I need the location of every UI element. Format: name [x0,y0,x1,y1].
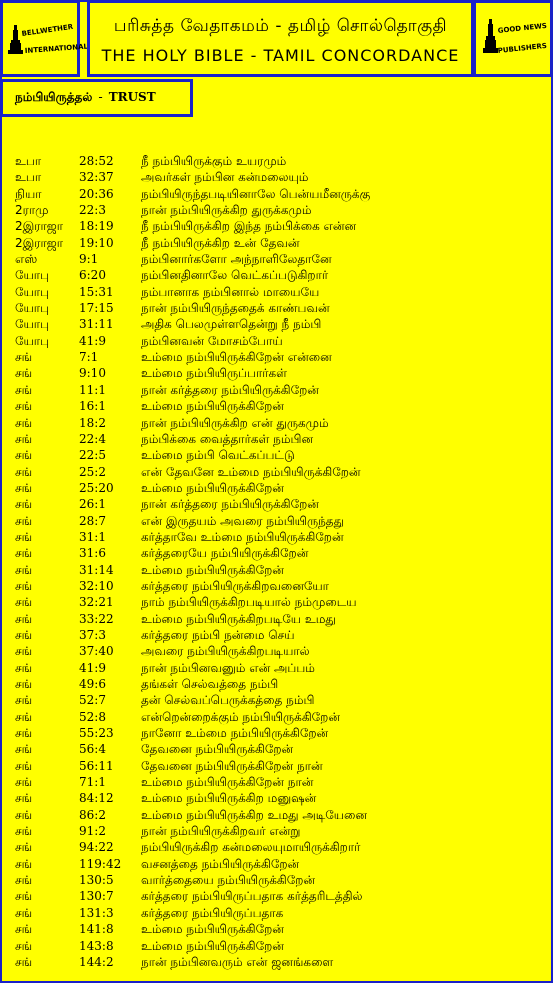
verse-reference: 55:23 [79,726,114,741]
book-abbrev: சங் [15,644,33,659]
topic-tamil: நம்பியிருத்தல் [15,90,93,104]
verse-excerpt: தேவனை நம்பியிருக்கிறேன் நான் [141,758,323,773]
book-abbrev: சங் [15,922,33,937]
verse-reference: 41:9 [79,660,106,675]
verse-excerpt: என்றென்றைக்கும் நம்பியிருக்கிறேன் [141,709,340,724]
verse-reference: 31:6 [79,546,106,561]
book-abbrev: 2ராமு [15,203,49,218]
verse-excerpt: நான் நம்பினவரும் என் ஜனங்களை [141,954,334,969]
verse-excerpt: நீ நம்பியிருக்கிற இந்த நம்பிக்கை என்ன [141,219,357,234]
book-abbrev: சங் [15,954,33,969]
verse-excerpt: நான் கர்த்தரை நம்பியிருக்கிறேன் [141,382,319,397]
verse-excerpt: உம்மை நம்பியிருக்கிறேன் என்னை [141,350,332,365]
verse-reference: 119:42 [79,856,122,871]
book-abbrev: சங் [15,889,33,904]
book-abbrev: சங் [15,677,33,691]
book-abbrev: யோபு [15,317,50,332]
verse-excerpt: உம்மை நம்பியிருக்கிறேன் [141,922,284,937]
verse-reference: 22:5 [79,448,106,463]
verse-reference: 130:5 [79,873,114,888]
book-abbrev: சங் [15,350,33,365]
book-abbrev: சங் [15,480,33,495]
topic-separator: - [98,90,103,104]
verse-reference: 37:3 [79,627,106,642]
verse-excerpt: அவரை நம்பியிருக்கிறபடியால் [141,644,310,659]
verse-excerpt: என் இருதயம் அவரை நம்பியிருந்தது [141,513,345,528]
verse-reference: 130:7 [79,889,114,904]
verse-reference: 11:1 [79,382,106,397]
verse-excerpt: நம்பினவன் மோசம்போய் [141,333,283,348]
book-abbrev: சங் [15,415,33,430]
book-abbrev: சங் [15,873,33,888]
bellwether-logo-line2: INTERNATIONAL [24,42,89,55]
verse-reference: 15:31 [79,284,114,299]
verse-reference: 131:3 [79,905,114,920]
verse-excerpt: உம்மை நம்பியிருக்கிறேன் நான் [141,775,314,790]
verse-excerpt: உம்மை நம்பியிருக்கிறேன் [141,399,284,414]
book-abbrev: யோபு [15,301,50,316]
verse-excerpt: உம்மை நம்பியிருக்கிறேன் [141,562,284,577]
verse-reference: 49:6 [79,677,106,691]
verse-reference: 141:8 [79,922,114,937]
verse-reference: 41:9 [79,333,106,348]
verse-excerpt: வார்த்தையை நம்பியிருக்கிறேன் [141,873,316,888]
verse-excerpt: நான் நம்பியிருக்கிற என் துருகமும் [141,415,329,430]
good-news-logo-line1: GOOD NEWS [497,21,548,35]
verse-excerpt: தேவனை நம்பியிருக்கிறேன் [141,742,294,757]
good-news-logo-box [473,0,553,77]
good-news-logo [476,3,550,74]
verse-excerpt: நம்பிக்கை வைத்தார்கள் நம்பின [141,431,314,446]
book-abbrev: சங் [15,905,33,920]
book-abbrev: சங் [15,448,33,463]
book-abbrev: யோபு [15,284,50,299]
book-abbrev: சங் [15,627,33,642]
verse-reference: 18:2 [79,415,106,430]
verse-excerpt: அவர்கள் நம்பின கன்மலையும் [141,170,309,185]
verse-excerpt: கர்த்தரை நம்பியிருக்கிறவனையோ [141,578,329,593]
verse-reference: 25:2 [79,464,106,479]
verse-reference: 25:20 [79,480,114,495]
verse-reference: 31:11 [79,317,114,332]
verse-excerpt: தங்கள் செல்வத்தை நம்பி [141,677,279,691]
verse-reference: 6:20 [79,268,106,283]
book-abbrev: சங் [15,938,33,953]
verse-reference: 37:40 [79,644,114,659]
book-abbrev: சங் [15,382,33,397]
bellwether-logo [3,3,89,74]
verse-excerpt: உம்மை நம்பியிருக்கிறபடியே உமது [141,611,336,626]
book-abbrev: சங் [15,660,33,675]
verse-reference: 86:2 [79,807,106,822]
book-abbrev: சங் [15,399,33,414]
verse-reference: 26:1 [79,497,106,512]
verse-reference: 56:11 [79,758,114,773]
verse-reference: 52:7 [79,693,106,708]
verse-excerpt: நம்பினதினாலே வெட்கப்படுகிறார் [141,268,329,283]
verse-excerpt: உம்மை நம்பியிருக்கிறேன் [141,480,284,495]
book-abbrev: எஸ் [15,252,38,267]
title-english: THE HOLY BIBLE - TAMIL CONCORDANCE [101,46,460,65]
book-abbrev: சங் [15,546,33,561]
verse-reference: 19:10 [79,235,114,250]
verse-reference: 9:10 [79,366,106,381]
verse-excerpt: தன் செல்வப்பெருக்கத்தை நம்பி [141,693,315,708]
verse-reference: 9:1 [79,252,99,267]
topic-english: TRUST [108,90,156,104]
book-abbrev: நியா [15,186,42,201]
verse-reference: 16:1 [79,399,106,414]
verse-reference: 94:22 [79,840,114,855]
verse-reference: 71:1 [79,775,106,790]
verse-reference: 28:52 [79,154,114,168]
verse-reference: 91:2 [79,824,106,839]
book-abbrev: சங் [15,464,33,479]
verse-excerpt: நானோ உம்மை நம்பியிருக்கிறேன் [141,726,329,741]
verse-reference: 32:10 [79,578,114,593]
topic-heading [0,79,193,117]
book-abbrev: 2இராஜா [15,235,64,250]
book-abbrev: 2இராஜா [15,219,64,234]
verse-reference: 18:19 [79,219,114,234]
title-box [87,0,474,77]
book-abbrev: சங் [15,791,33,806]
verse-reference: 22:4 [79,431,106,446]
book-abbrev: சங் [15,758,33,773]
verse-excerpt: நம்பானாக நம்பினால் மாயையே [141,284,320,299]
book-abbrev: சங் [15,726,33,741]
book-abbrev: சங் [15,709,33,724]
book-abbrev: யோபு [15,268,50,283]
book-abbrev: சங் [15,578,33,593]
verse-excerpt: நான் நம்பியிருக்கிறவர் என்று [141,824,301,839]
verse-excerpt: நான் கர்த்தரை நம்பியிருக்கிறேன் [141,497,319,512]
verse-reference: 84:12 [79,791,114,806]
verse-excerpt: நம்பியிருக்கிற கன்மலையுமாயிருக்கிறார் [141,840,361,855]
verse-excerpt: உம்மை நம்பியிருக்கிற உமது அடியேனை [141,807,368,822]
verse-reference: 20:36 [79,186,114,201]
verse-reference: 143:8 [79,938,114,953]
book-abbrev: சங் [15,366,33,381]
good-news-logo-line2: PUBLISHERS [497,41,548,55]
verse-reference: 22:3 [79,203,106,218]
verse-excerpt: கர்த்தரை நம்பி நன்மை செய் [141,627,295,642]
verse-excerpt: நாம் நம்பியிருக்கிறபடியால் நம்முடைய [141,595,357,610]
verse-excerpt: நான் நம்பினவனும் என் அப்பம் [141,660,315,675]
book-abbrev: சங் [15,742,33,757]
book-abbrev: சங் [15,431,33,446]
verse-excerpt: நீ நம்பியிருக்கிற உன் தேவன் [141,235,300,250]
book-abbrev: சங் [15,497,33,512]
verse-excerpt: உம்மை நம்பி வெட்கப்பட்டு [141,448,295,463]
verse-excerpt: கர்த்தாவே உம்மை நம்பியிருக்கிறேன் [141,529,344,544]
verse-reference: 56:4 [79,742,106,757]
book-abbrev: சங் [15,562,33,577]
book-abbrev: சங் [15,824,33,839]
verse-excerpt: உம்மை நம்பியிருக்கிற மனுஷன் [141,791,317,806]
verse-excerpt: உம்மை நம்பியிருப்பார்கள் [141,366,288,381]
verse-reference: 33:22 [79,611,114,626]
verse-excerpt: கர்த்தரை நம்பியிருப்பதாக [141,905,284,920]
book-abbrev: சங் [15,856,33,871]
verse-excerpt: நீ நம்பியிருக்கும் உயரமும் [141,154,287,168]
verse-excerpt: வசனத்தை நம்பியிருக்கிறேன் [141,856,300,871]
book-abbrev: சங் [15,840,33,855]
book-abbrev: சங் [15,807,33,822]
verse-reference: 28:7 [79,513,106,528]
verse-excerpt: நான் நம்பியிருந்ததைக் காண்பவன் [141,301,330,316]
verse-excerpt: கர்த்தரையே நம்பியிருக்கிறேன் [141,546,309,561]
verse-excerpt: நம்பியிருந்தபடியினாலே பென்யமீனருக்கு [141,186,371,201]
verse-reference: 31:14 [79,562,114,577]
title-tamil: பரிசுத்த வேதாகமம் - தமிழ் சொல்தொகுதி [113,16,448,36]
bellwether-logo-line1: BELLWETHER [21,22,74,38]
verse-excerpt: என் தேவனே உம்மை நம்பியிருக்கிறேன் [141,464,361,479]
verse-reference: 7:1 [79,350,99,365]
verse-reference: 31:1 [79,529,106,544]
verse-reference: 32:37 [79,170,114,185]
book-abbrev: சங் [15,611,33,626]
verse-reference: 32:21 [79,595,114,610]
book-abbrev: உபா [15,170,42,185]
verse-reference: 144:2 [79,954,114,969]
book-abbrev: சங் [15,529,33,544]
bellwether-logo-box [0,0,89,77]
book-abbrev: யோபு [15,333,50,348]
verse-excerpt: நான் நம்பியிருக்கிற துருக்கமும் [141,203,312,218]
verse-reference: 52:8 [79,709,106,724]
book-abbrev: உபா [15,154,42,168]
verse-excerpt: அதிக பெலமுள்ளதென்று நீ நம்பி [141,317,322,332]
book-abbrev: சங் [15,595,33,610]
verse-excerpt: கர்த்தரை நம்பியிருப்பதாக கர்த்தரிடத்தில் [141,889,363,904]
book-abbrev: சங் [15,513,33,528]
verse-excerpt: நம்பினார்களோ அந்நாளிலேதானே [141,252,332,267]
book-abbrev: சங் [15,693,33,708]
book-abbrev: சங் [15,775,33,790]
verse-excerpt: உம்மை நம்பியிருக்கிறேன் [141,938,284,953]
verse-reference: 17:15 [79,301,114,316]
